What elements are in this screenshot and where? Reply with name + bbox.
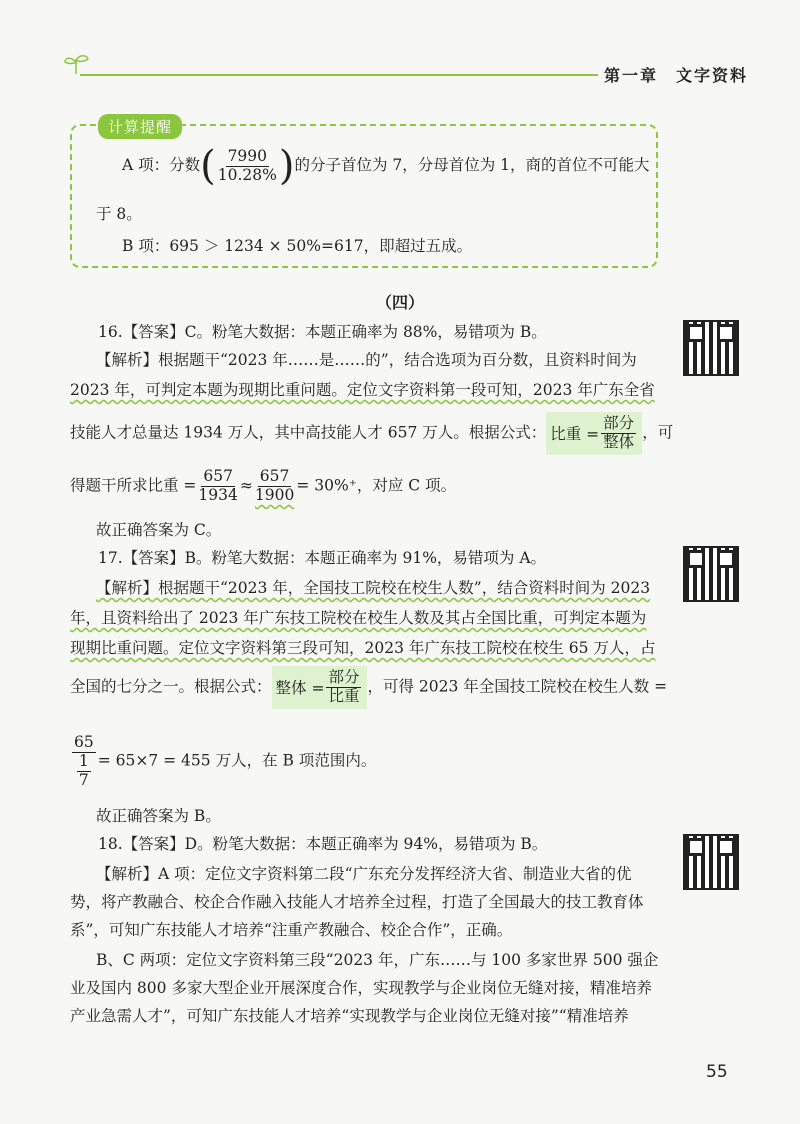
q16-final: 故正确答案为 C。 — [96, 521, 222, 539]
q18-analysis-4: B、C 两项：定位文字资料第三段“2023 年，广东……与 100 多家世界 500 强企 — [96, 951, 659, 969]
calc-line-a: A 项：分数( $\frac{7990}{10.28\%}$ )的分子首位为 7，分母首位为 1，商的首位不可能大 — [122, 143, 650, 189]
q17-final: 故正确答案为 B。 — [96, 807, 221, 825]
q16-analysis-2: 2023 年，可判定本题为现期比重问题。定位文字资料第一段可知，2023 年广东全省 — [70, 381, 655, 399]
q18-answer: 18.【答案】D。粉笔大数据：本题正确率为 94%，易错项为 B。 — [98, 835, 548, 853]
q17-analysis-5: $\frac{65}{\frac{1}{7}}$ = 65×7 = 455 万人，在 B 项范围内。 — [74, 733, 377, 789]
q17-analysis-2: 年，且资料给出了 2023 年广东技工院校在校生人数及其占全国比重，可判定本题为 — [70, 609, 647, 627]
section-title: （四） — [375, 293, 424, 312]
formula-proportion: 比重 = $\frac{\text{部分}}{\text{整体}}$ — [546, 412, 642, 455]
q16-analysis-4: 得题干所求比重 = $\frac{657}{1934}$ ≈ $\frac{657}{1900}$ = 30%⁺，对应 C 项。 — [70, 467, 457, 504]
qr-code-q18[interactable] — [683, 834, 739, 890]
q18-analysis-2: 势，将产教融合、校企合作融入技能人才培养全过程，打造了全国最大的技工教育体 — [70, 893, 644, 911]
calc-line-b: B 项：695 ＞ 1234 × 50%=617，即超过五成。 — [122, 237, 473, 255]
calc-line-a-cont: 于 8。 — [96, 205, 142, 223]
q17-analysis-4: 全国的七分之一。根据公式： 整体 = $\frac{\text{部分}}{\text{比重}}$ ，可得 2023 年全国技工院校在校生人数 = — [70, 666, 667, 709]
chapter-header — [604, 63, 748, 86]
q16-answer: 16.【答案】C。粉笔大数据：本题正确率为 88%，易错项为 B。 — [98, 323, 547, 341]
q16-analysis-1: 【解析】根据题干“2023 年……是……的”，结合选项为百分数，且资料时间为 — [96, 351, 637, 369]
q18-analysis-1: 【解析】A 项：定位文字资料第二段“广东充分发挥经济大省、制造业大省的优 — [96, 865, 632, 883]
fraction-a: $\frac{7990}{10.28\%}$ — [217, 146, 277, 184]
header-rule — [80, 74, 598, 76]
page-number: 55 — [706, 1062, 728, 1082]
leaf-icon — [62, 52, 92, 76]
q18-analysis-3: 系”，可知广东技能人才培养“注重产教融合、校企合作”，正确。 — [70, 921, 513, 939]
qr-code-q16[interactable] — [683, 320, 739, 376]
formula-total: 整体 = $\frac{\text{部分}}{\text{比重}}$ — [272, 666, 368, 709]
q18-analysis-5: 业及国内 800 多家大型企业开展深度合作，实现教学与企业岗位无缝对接，精准培养 — [70, 979, 652, 997]
qr-code-q17[interactable] — [683, 546, 739, 602]
chapter-title: 文字资料 — [676, 66, 749, 85]
q17-answer: 17.【答案】B。粉笔大数据：本题正确率为 91%，易错项为 A。 — [98, 549, 547, 567]
chapter-number: 第一章 — [604, 66, 659, 85]
q16-analysis-3: 技能人才总量达 1934 万人，其中高技能人才 657 万人。根据公式： 比重 = $\frac{\text{部分}}{\text{整体}}$ ，可 — [70, 412, 673, 455]
q17-analysis-3: 现期比重问题。定位文字资料第三段可知，2023 年广东技工院校在校生 65 万人，占 — [70, 639, 656, 657]
q17-analysis-1: 【解析】根据题干“2023 年，全国技工院校在校生人数”，结合资料时间为 2023 — [96, 579, 651, 597]
q18-analysis-6: 产业急需人才”，可知广东技能人才培养“实现教学与企业岗位无缝对接”“精准培养 — [70, 1007, 629, 1025]
calc-reminder-label: 计算提醒 — [98, 114, 182, 139]
